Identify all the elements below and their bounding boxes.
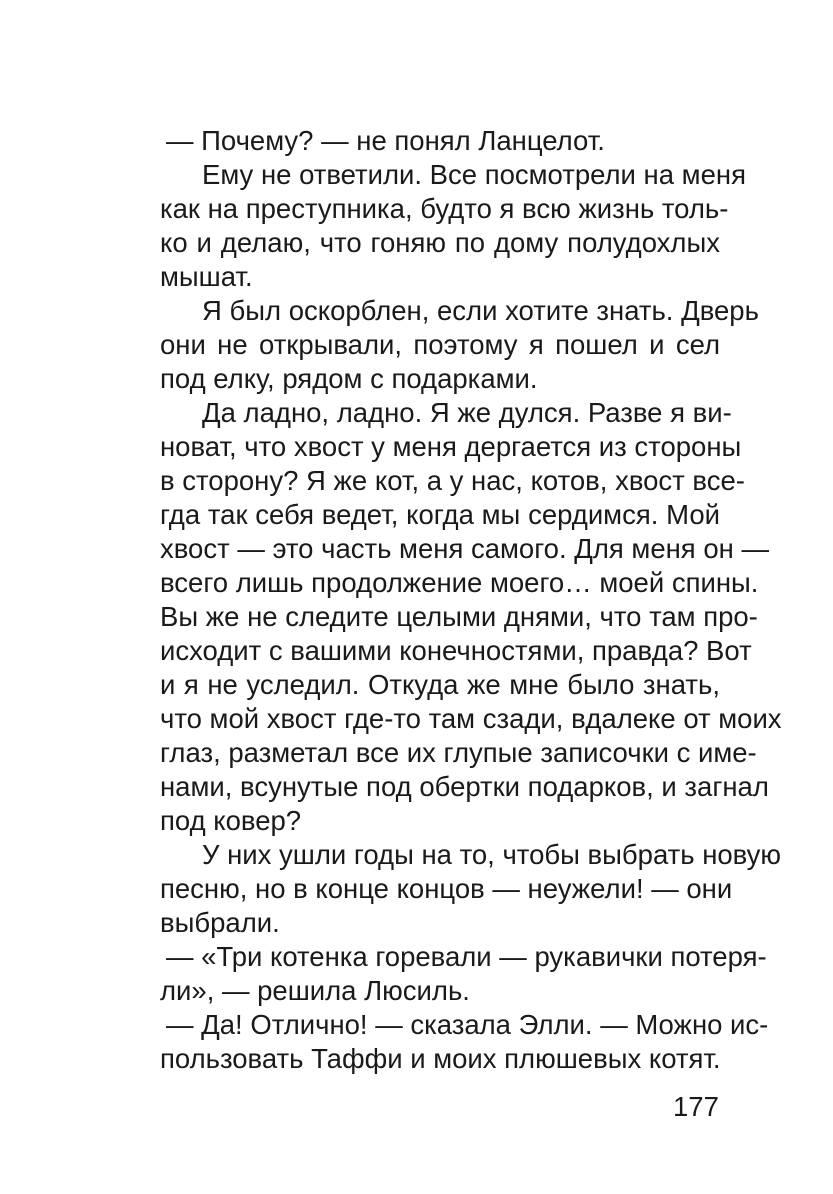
text-line: Ему не ответили. Все посмотрели на меня bbox=[202, 159, 746, 190]
body-text bbox=[160, 124, 782, 1076]
text-line: исходит с вашими конечностями, правда? Вот bbox=[160, 635, 752, 666]
text-line: песню, но в конце концов — неужели! — они bbox=[160, 873, 733, 904]
text-line: — Да! Отлично! — сказала Элли. — Можно ис- bbox=[166, 1009, 769, 1040]
text-line: под ковер? bbox=[160, 805, 302, 836]
text-line: гда так себя ведет, когда мы сердимся. Мой bbox=[160, 499, 720, 530]
text-line: всего лишь продолжение моего… моей спины. bbox=[160, 567, 759, 598]
text-line: Я был оскорблен, если хотите знать. Дверь bbox=[202, 295, 759, 326]
text-line: в сторону? Я же кот, а у нас, котов, хвост все- bbox=[160, 465, 745, 496]
text-line: мышат. bbox=[160, 261, 253, 292]
text-line: и я не уследил. Откуда же мне было знать, bbox=[160, 669, 720, 700]
text-line: новат, что хвост у меня дергается из стороны bbox=[160, 431, 742, 462]
text-line: нами, всунутые под обертки подарков, и загнал bbox=[160, 771, 769, 802]
text-line: выбрали. bbox=[160, 907, 280, 938]
text-line: они не открывали, поэтому я пошел и сел bbox=[160, 329, 720, 360]
text-line: Вы же не следите целыми днями, что там про- bbox=[160, 601, 758, 632]
text-line: — «Три котенка горевали — рукавички потеря- bbox=[166, 941, 767, 972]
text-line: как на преступника, будто я всю жизнь толь- bbox=[160, 193, 729, 224]
text-line: глаз, разметал все их глупые записочки с име- bbox=[160, 737, 757, 768]
text-line: под елку, рядом с подарками. bbox=[160, 363, 538, 394]
text-line: Да ладно, ладно. Я же дулся. Разве я ви- bbox=[202, 397, 732, 428]
text-line: ко и делаю, что гоняю по дому полудохлых bbox=[160, 227, 720, 258]
text-line: У них ушли годы на то, чтобы выбрать новую bbox=[202, 839, 782, 870]
text-line: ли», — решила Люсиль. bbox=[160, 975, 470, 1006]
text-line: — Почему? — не понял Ланцелот. bbox=[166, 125, 605, 156]
text-line: пользовать Таффи и моих плюшевых котят. bbox=[160, 1043, 721, 1074]
page-number: 177 bbox=[673, 1091, 719, 1122]
text-line: хвост — это часть меня самого. Для меня он — bbox=[160, 533, 769, 564]
text-line: что мой хвост где-то там сзади, вдалеке от моих bbox=[160, 703, 782, 734]
